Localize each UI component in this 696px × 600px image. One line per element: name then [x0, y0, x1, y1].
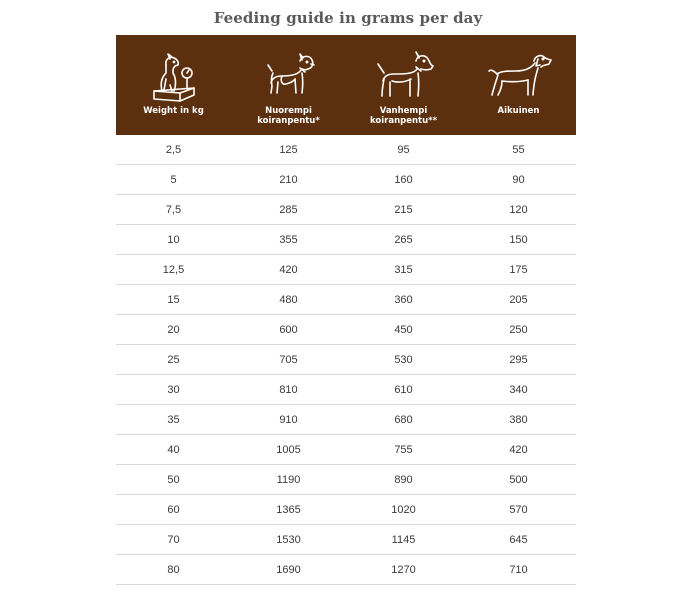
young-puppy-cell: 910 — [279, 414, 298, 426]
older-puppy-cell: 1020 — [391, 504, 416, 516]
adult-cell: 340 — [509, 384, 528, 396]
older-puppy-cell: 755 — [394, 444, 413, 456]
header-older-puppy — [346, 35, 461, 135]
adult-cell: 250 — [509, 324, 528, 336]
weight-cell: 10 — [167, 234, 180, 246]
table-row — [116, 495, 576, 525]
young-puppy-cell: 1690 — [276, 564, 301, 576]
weight-cell: 70 — [167, 534, 180, 546]
table-row — [116, 315, 576, 345]
young-puppy-cell: 420 — [279, 264, 298, 276]
table-row — [116, 255, 576, 285]
older-puppy-cell: 315 — [394, 264, 413, 276]
adult-cell: 710 — [509, 564, 528, 576]
table-row — [116, 375, 576, 405]
table-row — [116, 555, 576, 585]
table-row — [116, 195, 576, 225]
older-puppy-cell: 95 — [397, 144, 410, 156]
adult-cell: 380 — [509, 414, 528, 426]
weight-cell: 35 — [167, 414, 180, 426]
table-header — [116, 35, 576, 135]
young-puppy-cell: 480 — [279, 294, 298, 306]
adult-cell: 420 — [509, 444, 528, 456]
table-row — [116, 225, 576, 255]
young-puppy-cell: 810 — [279, 384, 298, 396]
young-puppy-cell: 285 — [279, 204, 298, 216]
older-puppy-cell: 530 — [394, 354, 413, 366]
young-puppy-cell: 1190 — [276, 474, 301, 486]
weight-cell: 80 — [167, 564, 180, 576]
table-row — [116, 465, 576, 495]
table-row — [116, 525, 576, 555]
older-puppy-cell: 610 — [394, 384, 413, 396]
table-row — [116, 285, 576, 315]
weight-cell: 7,5 — [165, 204, 182, 216]
feeding-table — [116, 35, 576, 585]
young-puppy-cell: 210 — [279, 174, 298, 186]
older-puppy-icon — [374, 51, 434, 99]
adult-cell: 120 — [509, 204, 528, 216]
young-puppy-icon — [262, 51, 316, 97]
young-puppy-cell: 600 — [279, 324, 298, 336]
older-puppy-cell: 680 — [394, 414, 413, 426]
adult-cell: 500 — [509, 474, 528, 486]
adult-cell: 645 — [509, 534, 528, 546]
header-label: Nuorempi koiranpentu* — [257, 106, 320, 126]
header-weight — [116, 35, 231, 135]
young-puppy-cell: 1530 — [276, 534, 301, 546]
older-puppy-cell: 450 — [394, 324, 413, 336]
dog-on-scale-icon — [150, 51, 198, 103]
young-puppy-cell: 125 — [279, 144, 298, 156]
weight-cell: 12,5 — [162, 264, 185, 276]
weight-cell: 2,5 — [165, 144, 182, 156]
older-puppy-cell: 1145 — [391, 534, 416, 546]
table-row — [116, 135, 576, 165]
young-puppy-cell: 705 — [279, 354, 298, 366]
adult-cell: 570 — [509, 504, 528, 516]
older-puppy-cell: 360 — [394, 294, 413, 306]
adult-cell: 150 — [509, 234, 528, 246]
header-young-puppy — [231, 35, 346, 135]
older-puppy-cell: 1270 — [391, 564, 416, 576]
weight-cell: 20 — [167, 324, 180, 336]
adult-cell: 205 — [509, 294, 528, 306]
header-adult — [461, 35, 576, 135]
adult-cell: 175 — [509, 264, 528, 276]
weight-cell: 60 — [167, 504, 180, 516]
table-row — [116, 405, 576, 435]
older-puppy-cell: 265 — [394, 234, 413, 246]
adult-cell: 90 — [512, 174, 525, 186]
adult-cell: 55 — [512, 144, 525, 156]
weight-cell: 40 — [167, 444, 180, 456]
older-puppy-cell: 160 — [394, 174, 413, 186]
table-row — [116, 435, 576, 465]
table-body — [116, 135, 576, 585]
header-label: Aikuinen — [497, 106, 540, 116]
weight-cell: 5 — [170, 174, 177, 186]
older-puppy-cell: 890 — [394, 474, 413, 486]
young-puppy-cell: 355 — [279, 234, 298, 246]
weight-cell: 30 — [167, 384, 180, 396]
weight-cell: 15 — [167, 294, 180, 306]
weight-cell: 50 — [167, 474, 180, 486]
young-puppy-cell: 1005 — [276, 444, 301, 456]
table-row — [116, 165, 576, 195]
young-puppy-cell: 1365 — [276, 504, 301, 516]
adult-cell: 295 — [509, 354, 528, 366]
page-title: Feeding guide in grams per day — [213, 9, 483, 27]
older-puppy-cell: 215 — [394, 204, 413, 216]
header-label: Weight in kg — [143, 106, 204, 116]
weight-cell: 25 — [167, 354, 180, 366]
adult-dog-icon — [486, 51, 552, 99]
header-label: Vanhempi koiranpentu** — [369, 106, 438, 126]
table-row — [116, 345, 576, 375]
